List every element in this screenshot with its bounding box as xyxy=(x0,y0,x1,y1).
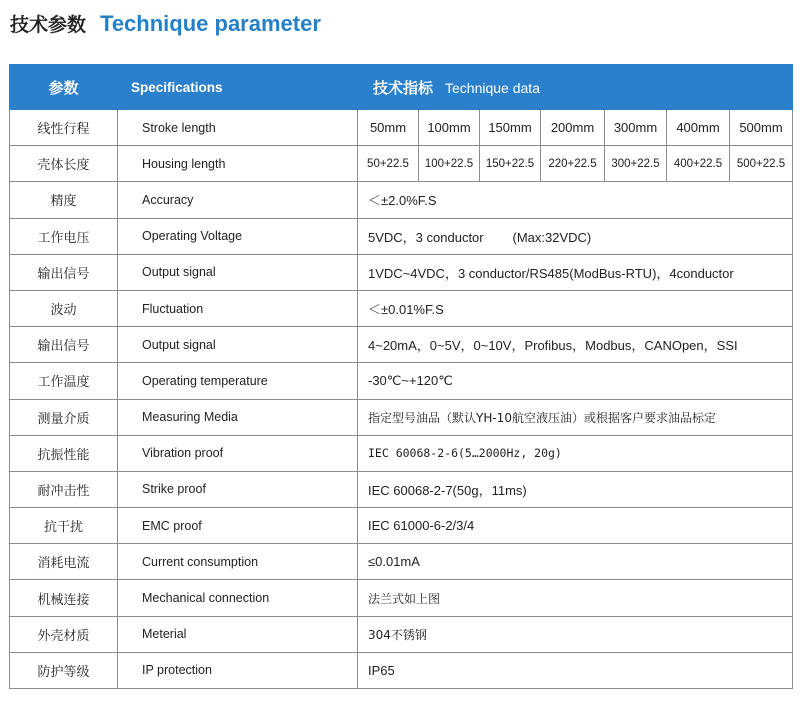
row-param: 输出信号 xyxy=(10,327,118,363)
row-spec: Fluctuation xyxy=(118,290,358,326)
row-spec: Output signal xyxy=(118,254,358,290)
column-header-data-cn: 技术指标 xyxy=(373,78,434,97)
table-row xyxy=(10,471,793,507)
page-title xyxy=(10,10,321,46)
row-param: 线性行程 xyxy=(10,110,118,146)
row-param: 精度 xyxy=(10,182,118,218)
housing-value: 300+22.5 xyxy=(605,146,667,182)
row-param: 壳体长度 xyxy=(10,146,118,182)
table-row xyxy=(10,508,793,544)
column-header-data xyxy=(358,65,793,110)
row-value: IP65 xyxy=(358,652,793,688)
row-spec: Meterial xyxy=(118,616,358,652)
row-spec: Strike proof xyxy=(118,471,358,507)
table-row xyxy=(10,580,793,616)
row-value: ＜±0.01%F.S xyxy=(358,290,793,326)
technique-parameter-table xyxy=(9,64,793,689)
row-param: 测量介质 xyxy=(10,399,118,435)
row-param: 波动 xyxy=(10,290,118,326)
table-row xyxy=(10,254,793,290)
stroke-value: 50mm xyxy=(358,110,419,146)
table-row-housing xyxy=(10,146,793,182)
row-spec: Output signal xyxy=(118,327,358,363)
row-spec: EMC proof xyxy=(118,508,358,544)
row-param: 工作电压 xyxy=(10,218,118,254)
table-row xyxy=(10,363,793,399)
table-row xyxy=(10,399,793,435)
row-value: ≤0.01mA xyxy=(358,544,793,580)
row-spec: Operating temperature xyxy=(118,363,358,399)
row-value: IEC 60068-2-6(5…2000Hz, 20g) xyxy=(358,435,793,471)
row-param: 工作温度 xyxy=(10,363,118,399)
stroke-value: 300mm xyxy=(605,110,667,146)
row-param: 消耗电流 xyxy=(10,544,118,580)
row-spec: Measuring Media xyxy=(118,399,358,435)
table-row xyxy=(10,290,793,326)
row-value: 指定型号油品（默认YH-10航空液压油）或根据客户要求油品标定 xyxy=(358,399,793,435)
housing-value: 500+22.5 xyxy=(730,146,793,182)
stroke-value: 200mm xyxy=(541,110,605,146)
table-row xyxy=(10,182,793,218)
column-header-data-en: Technique data xyxy=(445,79,540,96)
row-spec: Vibration proof xyxy=(118,435,358,471)
page-title-chinese: 技术参数 xyxy=(10,14,87,36)
housing-value: 400+22.5 xyxy=(667,146,730,182)
table-row xyxy=(10,616,793,652)
housing-value: 220+22.5 xyxy=(541,146,605,182)
table-row-stroke xyxy=(10,110,793,146)
row-param: 机械连接 xyxy=(10,580,118,616)
row-value: 5VDC，3 conductor (Max:32VDC) xyxy=(358,218,793,254)
housing-value: 50+22.5 xyxy=(358,146,419,182)
table-header-row xyxy=(10,65,793,110)
stroke-value: 150mm xyxy=(480,110,541,146)
row-value: 4~20mA，0~5V，0~10V，Profibus，Modbus，CANOpen，SSI xyxy=(358,327,793,363)
row-value: IEC 60068-2-7(50g，11ms) xyxy=(358,471,793,507)
row-value: 1VDC~4VDC，3 conductor/RS485(ModBus-RTU)，4conductor xyxy=(358,254,793,290)
row-spec: Accuracy xyxy=(118,182,358,218)
row-spec: Housing length xyxy=(118,146,358,182)
table-row xyxy=(10,652,793,688)
row-value: IEC 61000-6-2/3/4 xyxy=(358,508,793,544)
row-spec: Mechanical connection xyxy=(118,580,358,616)
row-spec: Operating Voltage xyxy=(118,218,358,254)
table-row xyxy=(10,435,793,471)
row-value: -30℃~+120℃ xyxy=(358,363,793,399)
stroke-value: 500mm xyxy=(730,110,793,146)
row-value: 304不锈钢 xyxy=(358,616,793,652)
stroke-value: 400mm xyxy=(667,110,730,146)
table-row xyxy=(10,327,793,363)
row-param: 抗干扰 xyxy=(10,508,118,544)
housing-value: 100+22.5 xyxy=(419,146,480,182)
row-spec: Stroke length xyxy=(118,110,358,146)
table-row xyxy=(10,544,793,580)
column-header-spec: Specifications xyxy=(118,65,358,110)
row-value: 法兰式如上图 xyxy=(358,580,793,616)
housing-value: 150+22.5 xyxy=(480,146,541,182)
row-param: 耐冲击性 xyxy=(10,471,118,507)
row-param: 输出信号 xyxy=(10,254,118,290)
column-header-param: 参数 xyxy=(10,65,118,110)
row-spec: Current consumption xyxy=(118,544,358,580)
row-param: 防护等级 xyxy=(10,652,118,688)
page-title-english: Technique parameter xyxy=(100,11,321,36)
row-param: 外壳材质 xyxy=(10,616,118,652)
table-row xyxy=(10,218,793,254)
row-value: ＜±2.0%F.S xyxy=(358,182,793,218)
row-param: 抗振性能 xyxy=(10,435,118,471)
stroke-value: 100mm xyxy=(419,110,480,146)
row-spec: IP protection xyxy=(118,652,358,688)
